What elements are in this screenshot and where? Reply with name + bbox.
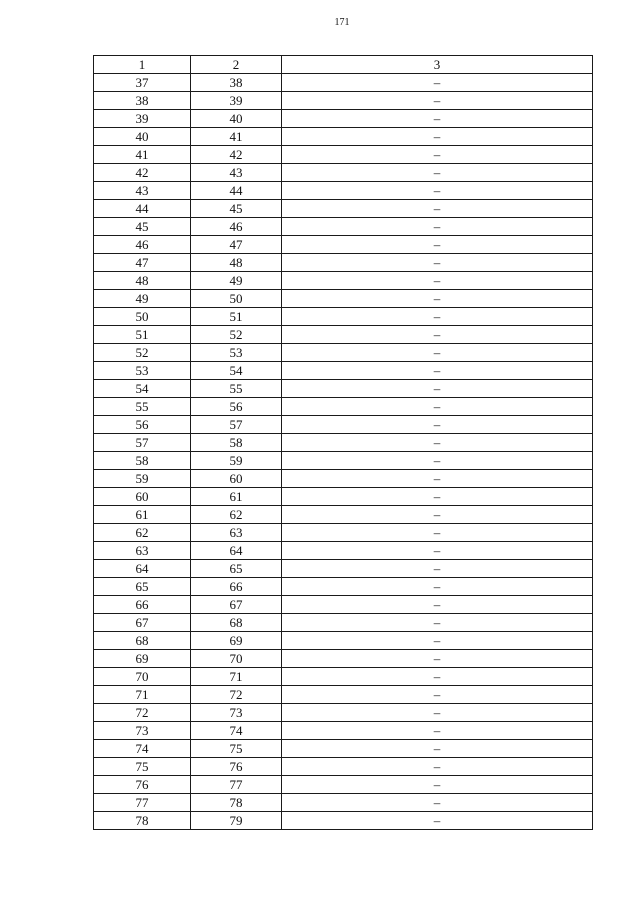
table-cell-col-1: 64	[94, 560, 191, 578]
page-number: 171	[334, 17, 350, 28]
table-cell-col-2: 75	[191, 740, 282, 758]
table-cell-col-2: 56	[191, 398, 282, 416]
table-cell-col-1: 59	[94, 470, 191, 488]
table-row	[94, 74, 593, 92]
table-cell-col-1: 61	[94, 506, 191, 524]
table-cell-col-2: 52	[191, 326, 282, 344]
table-row	[94, 290, 593, 308]
table-cell-col-3: –	[282, 218, 593, 236]
table-cell-col-1: 71	[94, 686, 191, 704]
table-cell-col-3: –	[282, 632, 593, 650]
table-cell-col-2: 50	[191, 290, 282, 308]
table-cell-col-1: 37	[94, 74, 191, 92]
table-cell-col-2: 39	[191, 92, 282, 110]
table-cell-col-2: 58	[191, 434, 282, 452]
table-row	[94, 650, 593, 668]
table-cell-col-3: –	[282, 398, 593, 416]
table-cell-col-3: –	[282, 722, 593, 740]
table-cell-col-1: 56	[94, 416, 191, 434]
table-header-row	[94, 56, 593, 74]
table-cell-col-1: 76	[94, 776, 191, 794]
table-cell-col-1: 40	[94, 128, 191, 146]
table-row	[94, 596, 593, 614]
table-cell-col-1: 51	[94, 326, 191, 344]
table-row	[94, 794, 593, 812]
table-cell-col-1: 58	[94, 452, 191, 470]
table-cell-col-2: 63	[191, 524, 282, 542]
table-cell-col-1: 43	[94, 182, 191, 200]
column-header-2: 2	[191, 56, 282, 74]
table-cell-col-1: 73	[94, 722, 191, 740]
table-cell-col-2: 74	[191, 722, 282, 740]
table-cell-col-3: –	[282, 740, 593, 758]
table-cell-col-3: –	[282, 452, 593, 470]
table-cell-col-2: 47	[191, 236, 282, 254]
table-cell-col-1: 69	[94, 650, 191, 668]
table-cell-col-3: –	[282, 308, 593, 326]
table-cell-col-2: 57	[191, 416, 282, 434]
table-cell-col-1: 74	[94, 740, 191, 758]
table-row	[94, 704, 593, 722]
table-row	[94, 524, 593, 542]
table-row	[94, 254, 593, 272]
table-cell-col-2: 62	[191, 506, 282, 524]
table-row	[94, 434, 593, 452]
table-cell-col-1: 41	[94, 146, 191, 164]
table-cell-col-2: 78	[191, 794, 282, 812]
table-cell-col-1: 78	[94, 812, 191, 830]
table-cell-col-3: –	[282, 380, 593, 398]
table-cell-col-3: –	[282, 578, 593, 596]
table-row	[94, 416, 593, 434]
table-row	[94, 146, 593, 164]
table-row	[94, 668, 593, 686]
table-cell-col-2: 40	[191, 110, 282, 128]
table-cell-col-3: –	[282, 290, 593, 308]
table-cell-col-3: –	[282, 470, 593, 488]
table-row	[94, 272, 593, 290]
table-cell-col-2: 68	[191, 614, 282, 632]
table-cell-col-3: –	[282, 704, 593, 722]
table-cell-col-1: 68	[94, 632, 191, 650]
table-cell-col-3: –	[282, 146, 593, 164]
table-cell-col-2: 61	[191, 488, 282, 506]
table-cell-col-1: 77	[94, 794, 191, 812]
table-cell-col-3: –	[282, 614, 593, 632]
table-cell-col-1: 45	[94, 218, 191, 236]
table-cell-col-2: 45	[191, 200, 282, 218]
table-row	[94, 164, 593, 182]
table-row	[94, 776, 593, 794]
table-cell-col-2: 43	[191, 164, 282, 182]
table-row	[94, 218, 593, 236]
table-cell-col-1: 60	[94, 488, 191, 506]
table-cell-col-3: –	[282, 182, 593, 200]
table-row	[94, 542, 593, 560]
table-cell-col-1: 50	[94, 308, 191, 326]
table-body	[94, 74, 593, 830]
table-row	[94, 758, 593, 776]
table-cell-col-1: 63	[94, 542, 191, 560]
table-cell-col-2: 70	[191, 650, 282, 668]
table-cell-col-1: 66	[94, 596, 191, 614]
table-row	[94, 722, 593, 740]
column-header-1: 1	[94, 56, 191, 74]
table-row	[94, 452, 593, 470]
table-cell-col-3: –	[282, 758, 593, 776]
table-row	[94, 92, 593, 110]
table-cell-col-2: 44	[191, 182, 282, 200]
table-cell-col-2: 54	[191, 362, 282, 380]
table-cell-col-3: –	[282, 794, 593, 812]
table-row	[94, 812, 593, 830]
table-cell-col-2: 65	[191, 560, 282, 578]
table-cell-col-1: 48	[94, 272, 191, 290]
table-cell-col-1: 54	[94, 380, 191, 398]
table-cell-col-3: –	[282, 326, 593, 344]
table-cell-col-3: –	[282, 344, 593, 362]
table-cell-col-1: 49	[94, 290, 191, 308]
table-cell-col-3: –	[282, 506, 593, 524]
table-cell-col-2: 60	[191, 470, 282, 488]
table-cell-col-3: –	[282, 560, 593, 578]
table-cell-col-1: 47	[94, 254, 191, 272]
table-row	[94, 326, 593, 344]
table-cell-col-3: –	[282, 434, 593, 452]
table-cell-col-3: –	[282, 164, 593, 182]
table-row	[94, 578, 593, 596]
table-cell-col-1: 53	[94, 362, 191, 380]
table-row	[94, 380, 593, 398]
table-cell-col-2: 67	[191, 596, 282, 614]
table-cell-col-1: 75	[94, 758, 191, 776]
table-cell-col-3: –	[282, 92, 593, 110]
column-header-3: 3	[282, 56, 593, 74]
table-cell-col-2: 66	[191, 578, 282, 596]
table-cell-col-1: 52	[94, 344, 191, 362]
table-cell-col-2: 51	[191, 308, 282, 326]
table-cell-col-1: 62	[94, 524, 191, 542]
table-cell-col-2: 48	[191, 254, 282, 272]
table-cell-col-1: 39	[94, 110, 191, 128]
table-row	[94, 470, 593, 488]
table-cell-col-2: 73	[191, 704, 282, 722]
table-cell-col-3: –	[282, 272, 593, 290]
table-cell-col-3: –	[282, 776, 593, 794]
table-row	[94, 200, 593, 218]
table-row	[94, 686, 593, 704]
table-row	[94, 398, 593, 416]
table-row	[94, 308, 593, 326]
table-cell-col-2: 42	[191, 146, 282, 164]
table-cell-col-3: –	[282, 524, 593, 542]
table-cell-col-2: 49	[191, 272, 282, 290]
table-cell-col-3: –	[282, 74, 593, 92]
table-cell-col-2: 41	[191, 128, 282, 146]
table-row	[94, 110, 593, 128]
table-row	[94, 128, 593, 146]
table-row	[94, 236, 593, 254]
table-cell-col-2: 53	[191, 344, 282, 362]
table-cell-col-2: 46	[191, 218, 282, 236]
table-cell-col-2: 38	[191, 74, 282, 92]
table-cell-col-1: 65	[94, 578, 191, 596]
table-row	[94, 344, 593, 362]
table-cell-col-2: 71	[191, 668, 282, 686]
table-cell-col-2: 77	[191, 776, 282, 794]
table-cell-col-3: –	[282, 128, 593, 146]
table-cell-col-3: –	[282, 416, 593, 434]
table-cell-col-2: 69	[191, 632, 282, 650]
table-cell-col-3: –	[282, 650, 593, 668]
table-cell-col-3: –	[282, 488, 593, 506]
table-cell-col-3: –	[282, 668, 593, 686]
table-cell-col-3: –	[282, 236, 593, 254]
table-cell-col-3: –	[282, 596, 593, 614]
table-cell-col-3: –	[282, 200, 593, 218]
table-row	[94, 632, 593, 650]
table-cell-col-1: 44	[94, 200, 191, 218]
table-cell-col-2: 76	[191, 758, 282, 776]
table-row	[94, 182, 593, 200]
table-row	[94, 560, 593, 578]
table-row	[94, 740, 593, 758]
table-cell-col-1: 46	[94, 236, 191, 254]
table-cell-col-3: –	[282, 254, 593, 272]
table-cell-col-1: 55	[94, 398, 191, 416]
table-cell-col-1: 42	[94, 164, 191, 182]
data-table	[93, 55, 593, 830]
table-cell-col-2: 64	[191, 542, 282, 560]
table-cell-col-1: 70	[94, 668, 191, 686]
table-row	[94, 506, 593, 524]
table-cell-col-3: –	[282, 110, 593, 128]
table-cell-col-3: –	[282, 686, 593, 704]
table-row	[94, 488, 593, 506]
table-cell-col-1: 57	[94, 434, 191, 452]
table-cell-col-2: 72	[191, 686, 282, 704]
table-row	[94, 614, 593, 632]
table-cell-col-1: 72	[94, 704, 191, 722]
table-cell-col-2: 79	[191, 812, 282, 830]
table-cell-col-3: –	[282, 362, 593, 380]
table-cell-col-2: 55	[191, 380, 282, 398]
table-cell-col-3: –	[282, 542, 593, 560]
table-cell-col-1: 38	[94, 92, 191, 110]
table-row	[94, 362, 593, 380]
table-cell-col-2: 59	[191, 452, 282, 470]
table-cell-col-1: 67	[94, 614, 191, 632]
table-cell-col-3: –	[282, 812, 593, 830]
